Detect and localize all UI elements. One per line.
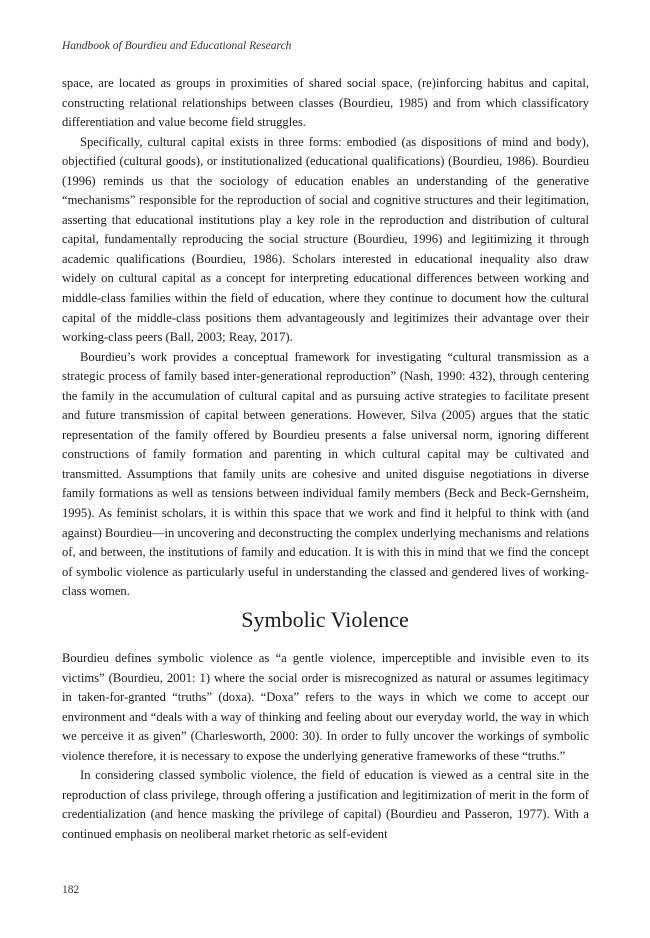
body-text-before-heading <box>62 74 589 602</box>
page-number: 182 <box>62 884 80 896</box>
running-header: Handbook of Bourdieu and Educational Research <box>62 40 292 52</box>
body-paragraph: Bourdieu’s work provides a conceptual framework for investigating “cultural transmission as a strategic process of family based inter-generational reproduction” (Nash, 1990: 432), through centering the family in the accumulation of cultural capital and as pursuing active strategies to facilitate present and future transmission of capital between generations. However, Silva (2005) argues that the static representation of the family offered by Bourdieu presents a false universal norm, ignoring different constructions of family formation and parenting in which cultural capital may be cultivated and transmitted. Assumptions that family units are cohesive and united disguise negotiations in diverse family formations as well as tensions between individual family members (Beck and Beck-Gernsheim, 1995). As feminist scholars, it is within this space that we work and find it helpful to think with (and against) Bourdieu—in uncovering and deconstructing the complex underlying mechanisms and relations of, and between, the institutions of family and education. It is with this in mind that we find the concept of symbolic violence as particularly useful in understanding the classed and gendered lives of working-class women. <box>62 349 589 599</box>
body-text-after-heading <box>62 649 589 844</box>
section-heading: Symbolic Violence <box>241 607 409 632</box>
body-paragraph: space, are located as groups in proximities of shared social space, (re)inforcing habitus and capital, constructing relational relationships between classes (Bourdieu, 1985) and from which classificatory differentiation and value become field struggles. <box>62 76 589 130</box>
body-paragraph: In considering classed symbolic violence, the field of education is viewed as a central site in the reproduction of class privilege, through offering a justification and legitimization of merit in the form of credentialization (and hence masking the privilege of capital) (Bourdieu and Passeron, 1977). With a continued emphasis on neoliberal market rhetoric as self-evident <box>62 768 589 841</box>
body-paragraph: Bourdieu defines symbolic violence as “a gentle violence, imperceptible and invisible even to its victims” (Bourdieu, 2001: 1) where the social order is misrecognized as natural or assumes legitimacy in taken-for-granted “truths” (doxa). “Doxa” refers to the ways in which we come to accept our environment and “deals with a way of thinking and feeling about our everyday world, the way in which we perceive it as given” (Charlesworth, 2000: 30). In order to fully uncover the workings of symbolic violence therefore, it is necessary to expose the underlying generative frameworks of these “truths.” <box>62 651 589 763</box>
body-paragraph: Specifically, cultural capital exists in three forms: embodied (as dispositions of mind and body), objectified (cultural goods), or institutionalized (educational qualifications) (Bourdieu, 1986). Bourdieu (1996) reminds us that the sociology of education enables an understanding of the generative “mechanisms” responsible for the reproduction of social and cognitive structures and their legitimation, asserting that educational institutions play a key role in the reproduction and distribution of cultural capital, fundamentally reproducing the social structure (Bourdieu, 1996) and legitimizing it through academic qualifications (Bourdieu, 1986). Scholars interested in educational inequality also draw widely on cultural capital as a concept for interpreting educational differences between working and middle-class families within the field of education, where they continue to document how the cultural capital of the middle-class positions them advantageously and legitimizes their advantage over their working-class peers (Ball, 2003; Reay, 2017). <box>62 134 589 345</box>
